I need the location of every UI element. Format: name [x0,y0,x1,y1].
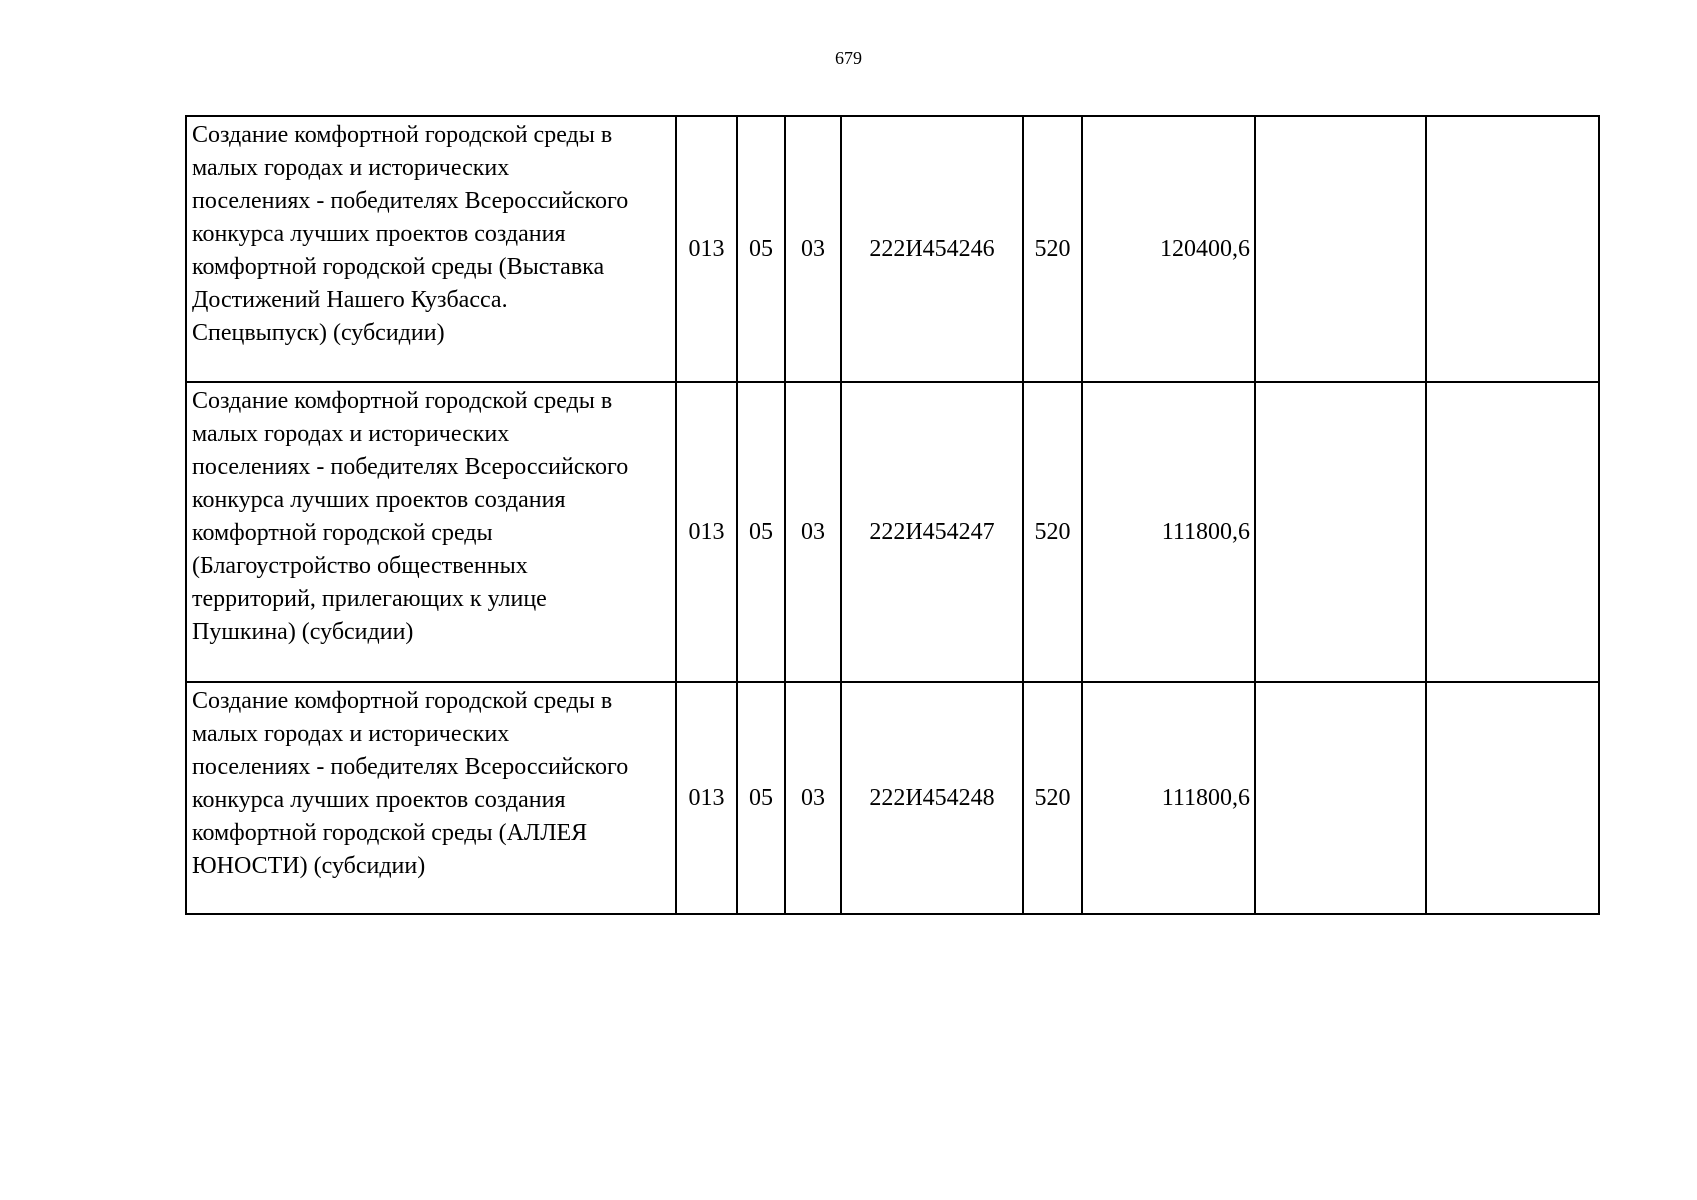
ministry-code-cell: 013 [676,116,737,382]
ministry-code-cell: 013 [676,682,737,914]
expense-name-line: малых городах и исторических [192,155,510,181]
expense-name-line: конкурса лучших проектов создания [192,487,566,513]
table-row [186,382,1599,682]
expense-name-line: малых городах и исторических [192,421,510,447]
expense-type-cell: 520 [1023,116,1082,382]
extra-amount-cell-1 [1255,682,1426,914]
expense-name-line: Достижений Нашего Кузбасса. [192,287,508,313]
target-article-cell: 222И454248 [841,682,1023,914]
expense-name-cell [186,682,676,914]
target-article-cell: 222И454247 [841,382,1023,682]
subsection-code-cell: 03 [785,682,841,914]
amount-cell: 111800,6 [1082,682,1255,914]
expense-name-line: поселениях - победителях Всероссийского [192,754,629,780]
budget-table [185,115,1600,915]
extra-amount-cell-2 [1426,116,1599,382]
extra-amount-cell-1 [1255,382,1426,682]
expense-name-line: малых городах и исторических [192,721,510,747]
ministry-code-cell: 013 [676,382,737,682]
expense-name-line: Пушкина) (субсидии) [192,619,414,645]
expense-name-line: поселениях - победителях Всероссийского [192,454,629,480]
page-number: 679 [835,48,862,68]
expense-name-line: конкурса лучших проектов создания [192,221,566,247]
amount-cell: 120400,6 [1082,116,1255,382]
expense-name-line: конкурса лучших проектов создания [192,787,566,813]
table-row [186,116,1599,382]
section-code-cell: 05 [737,116,785,382]
expense-name-line: поселениях - победителях Всероссийского [192,188,629,214]
section-code-cell: 05 [737,682,785,914]
extra-amount-cell-2 [1426,382,1599,682]
expense-name-line: ЮНОСТИ) (субсидии) [192,853,426,879]
expense-name-line: Создание комфортной городской среды в [192,388,613,414]
section-code-cell: 05 [737,382,785,682]
expense-type-cell: 520 [1023,382,1082,682]
expense-name-line: комфортной городской среды (АЛЛЕЯ [192,820,588,846]
expense-name-cell [186,116,676,382]
table-row [186,682,1599,914]
subsection-code-cell: 03 [785,116,841,382]
target-article-cell: 222И454246 [841,116,1023,382]
amount-cell: 111800,6 [1082,382,1255,682]
expense-name-line: Создание комфортной городской среды в [192,122,613,148]
expense-name-cell [186,382,676,682]
subsection-code-cell: 03 [785,382,841,682]
expense-name-line: территорий, прилегающих к улице [192,586,547,612]
expense-name-line: (Благоустройство общественных [192,553,528,579]
expense-name-line: комфортной городской среды [192,520,493,546]
expense-name-line: Создание комфортной городской среды в [192,688,613,714]
expense-name-line: Спецвыпуск) (субсидии) [192,320,445,346]
extra-amount-cell-2 [1426,682,1599,914]
extra-amount-cell-1 [1255,116,1426,382]
expense-name-line: комфортной городской среды (Выставка [192,254,605,280]
expense-type-cell: 520 [1023,682,1082,914]
